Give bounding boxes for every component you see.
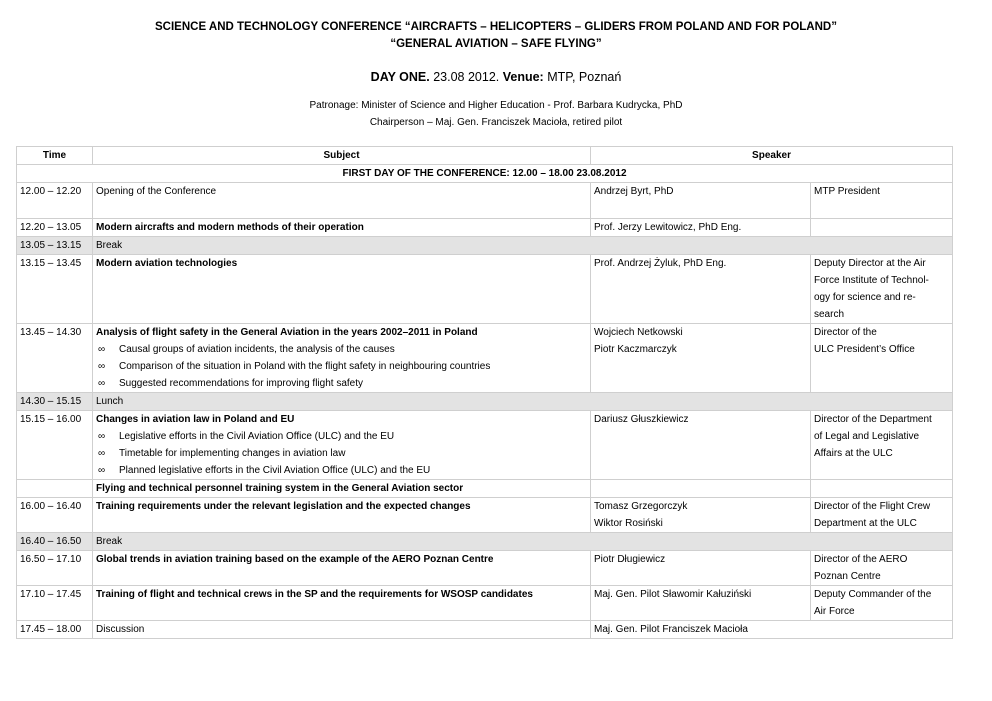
- row-subject: Training requirements under the relevant legislation and the expected changes: [93, 498, 591, 533]
- role-line: Department at the ULC: [814, 518, 917, 529]
- subject-bullet: [96, 462, 587, 479]
- row-role: [811, 255, 953, 324]
- table-row: [17, 183, 953, 219]
- day-venue-line: [0, 69, 992, 85]
- row-time: 13.05 – 13.15: [17, 237, 93, 255]
- role-line: search: [814, 309, 845, 320]
- table-row-break: [17, 393, 953, 411]
- row-speaker: Piotr Długiewicz: [591, 551, 811, 586]
- bullet-text: Causal groups of aviation incidents, the analysis of the causes: [119, 344, 395, 355]
- role-line: Deputy Commander of the: [814, 589, 932, 600]
- row-speaker: [591, 480, 811, 498]
- day-label: DAY ONE.: [370, 70, 430, 84]
- row-subject: Break: [93, 533, 953, 551]
- chairperson-line: Chairperson – Maj. Gen. Franciszek Macioła, retired pilot: [369, 117, 623, 128]
- row-speaker: [591, 498, 811, 533]
- table-header-row: [17, 147, 953, 165]
- infinity-bullet-icon: ∞: [98, 431, 106, 442]
- role-line: Force Institute of Technol-: [814, 275, 929, 286]
- infinity-bullet-icon: ∞: [98, 448, 106, 459]
- title-line-2: “GENERAL AVIATION – SAFE FLYING”: [390, 38, 602, 50]
- bullet-text: Legislative efforts in the Civil Aviation Office (ULC) and the EU: [119, 431, 395, 442]
- table-banner-row: [17, 165, 953, 183]
- subject-bullet: [96, 445, 587, 462]
- table-row: [17, 255, 953, 324]
- row-speaker: Andrzej Byrt, PhD: [591, 183, 811, 219]
- infinity-bullet-icon: ∞: [98, 344, 106, 355]
- role-line: of Legal and Legislative: [814, 431, 920, 442]
- row-time: 14.30 – 15.15: [17, 393, 93, 411]
- infinity-bullet-icon: ∞: [98, 465, 106, 476]
- speaker-line: Tomasz Grzegorczyk: [594, 501, 688, 512]
- role-line: Poznan Centre: [814, 571, 881, 582]
- table-row: [17, 498, 953, 533]
- row-subject: Global trends in aviation training based on the example of the AERO Poznan Centre: [93, 551, 591, 586]
- header-time: Time: [17, 147, 93, 165]
- role-line: Director of the Department: [814, 414, 932, 425]
- row-role: [811, 411, 953, 480]
- table-row: [17, 411, 953, 480]
- bullet-text: Suggested recommendations for improving flight safety: [119, 378, 364, 389]
- table-row: [17, 480, 953, 498]
- role-line: Air Force: [814, 606, 855, 617]
- bullet-text: Comparison of the situation in Poland with the flight safety in neighbouring countries: [119, 361, 491, 372]
- subject-bullet: [96, 358, 587, 375]
- row-speaker: Prof. Andrzej Żyluk, PhD Eng.: [591, 255, 811, 324]
- table-row: [17, 324, 953, 393]
- row-role: [811, 551, 953, 586]
- row-role: [811, 498, 953, 533]
- row-subject: Lunch: [93, 393, 953, 411]
- row-speaker: Dariusz Głuszkiewicz: [591, 411, 811, 480]
- role-line: Director of the: [814, 327, 877, 338]
- row-speaker: Maj. Gen. Pilot Sławomir Kałuziński: [591, 586, 811, 621]
- infinity-bullet-icon: ∞: [98, 361, 106, 372]
- title-line-1: SCIENCE AND TECHNOLOGY CONFERENCE “AIRCRAFTS – HELICOPTERS – GLIDERS FROM POLAND AND FOR POLAND”: [155, 21, 837, 33]
- row-subject: Discussion: [93, 621, 591, 639]
- row-time: 15.15 – 16.00: [17, 411, 93, 480]
- subject-bullet: [96, 375, 587, 392]
- row-speaker: [591, 324, 811, 393]
- venue-label: Venue:: [502, 70, 544, 84]
- row-speaker: Prof. Jerzy Lewitowicz, PhD Eng.: [591, 219, 811, 237]
- row-time: 16.50 – 17.10: [17, 551, 93, 586]
- speaker-line: Wojciech Netkowski: [594, 327, 683, 338]
- row-speaker: Maj. Gen. Pilot Franciszek Macioła: [591, 621, 953, 639]
- role-line: ULC President’s Office: [814, 344, 915, 355]
- venue-value: MTP, Poznań: [543, 70, 622, 84]
- row-subject: Flying and technical personnel training system in the General Aviation sector: [93, 480, 591, 498]
- table-row: [17, 621, 953, 639]
- table-row: [17, 586, 953, 621]
- patronage-line: Patronage: Minister of Science and Higher Education - Prof. Barbara Kudrycka, PhD: [309, 100, 683, 111]
- row-subject: Break: [93, 237, 953, 255]
- row-time: 17.10 – 17.45: [17, 586, 93, 621]
- day-banner: FIRST DAY OF THE CONFERENCE: 12.00 – 18.00 23.08.2012: [17, 165, 953, 183]
- row-subject: Training of flight and technical crews in the SP and the requirements for WSOSP candidates: [93, 586, 591, 621]
- row-time: 12.00 – 12.20: [17, 183, 93, 219]
- row-time: 13.15 – 13.45: [17, 255, 93, 324]
- row-time: 12.20 – 13.05: [17, 219, 93, 237]
- schedule-table: [16, 146, 953, 639]
- row-role: MTP President: [811, 183, 953, 219]
- row-role: [811, 219, 953, 237]
- table-row-break: [17, 237, 953, 255]
- header-subject: Subject: [93, 147, 591, 165]
- role-line: Deputy Director at the Air: [814, 258, 926, 269]
- role-line: ogy for science and re-: [814, 292, 916, 303]
- row-time: 17.45 – 18.00: [17, 621, 93, 639]
- row-subject: [93, 324, 591, 393]
- infinity-bullet-icon: ∞: [98, 378, 106, 389]
- role-line: Affairs at the ULC: [814, 448, 893, 459]
- table-row-break: [17, 533, 953, 551]
- row-role: [811, 586, 953, 621]
- row-time: 16.40 – 16.50: [17, 533, 93, 551]
- row-subject: Opening of the Conference: [93, 183, 591, 219]
- row-role: [811, 324, 953, 393]
- subject-bullet: [96, 428, 587, 445]
- table-row: [17, 219, 953, 237]
- row-subject: [93, 411, 591, 480]
- subject-title: Changes in aviation law in Poland and EU: [96, 414, 295, 425]
- header-speaker: Speaker: [591, 147, 953, 165]
- subject-title: Analysis of flight safety in the General Aviation in the years 2002–2011 in Poland: [96, 327, 478, 338]
- subject-bullet: [96, 341, 587, 358]
- row-subject: Modern aviation technologies: [93, 255, 591, 324]
- row-time: 16.00 – 16.40: [17, 498, 93, 533]
- bullet-text: Timetable for implementing changes in aviation law: [119, 448, 346, 459]
- speaker-line: Piotr Kaczmarczyk: [594, 344, 677, 355]
- role-line: Director of the AERO: [814, 554, 908, 565]
- day-date: 23.08 2012.: [429, 70, 503, 84]
- row-subject: Modern aircrafts and modern methods of their operation: [93, 219, 591, 237]
- bullet-text: Planned legislative efforts in the Civil Aviation Office (ULC) and the EU: [119, 465, 431, 476]
- row-time: 13.45 – 14.30: [17, 324, 93, 393]
- row-time: [17, 480, 93, 498]
- role-line: Director of the Flight Crew: [814, 501, 931, 512]
- row-role: [811, 480, 953, 498]
- table-row: [17, 551, 953, 586]
- speaker-line: Wiktor Rosiński: [594, 518, 663, 529]
